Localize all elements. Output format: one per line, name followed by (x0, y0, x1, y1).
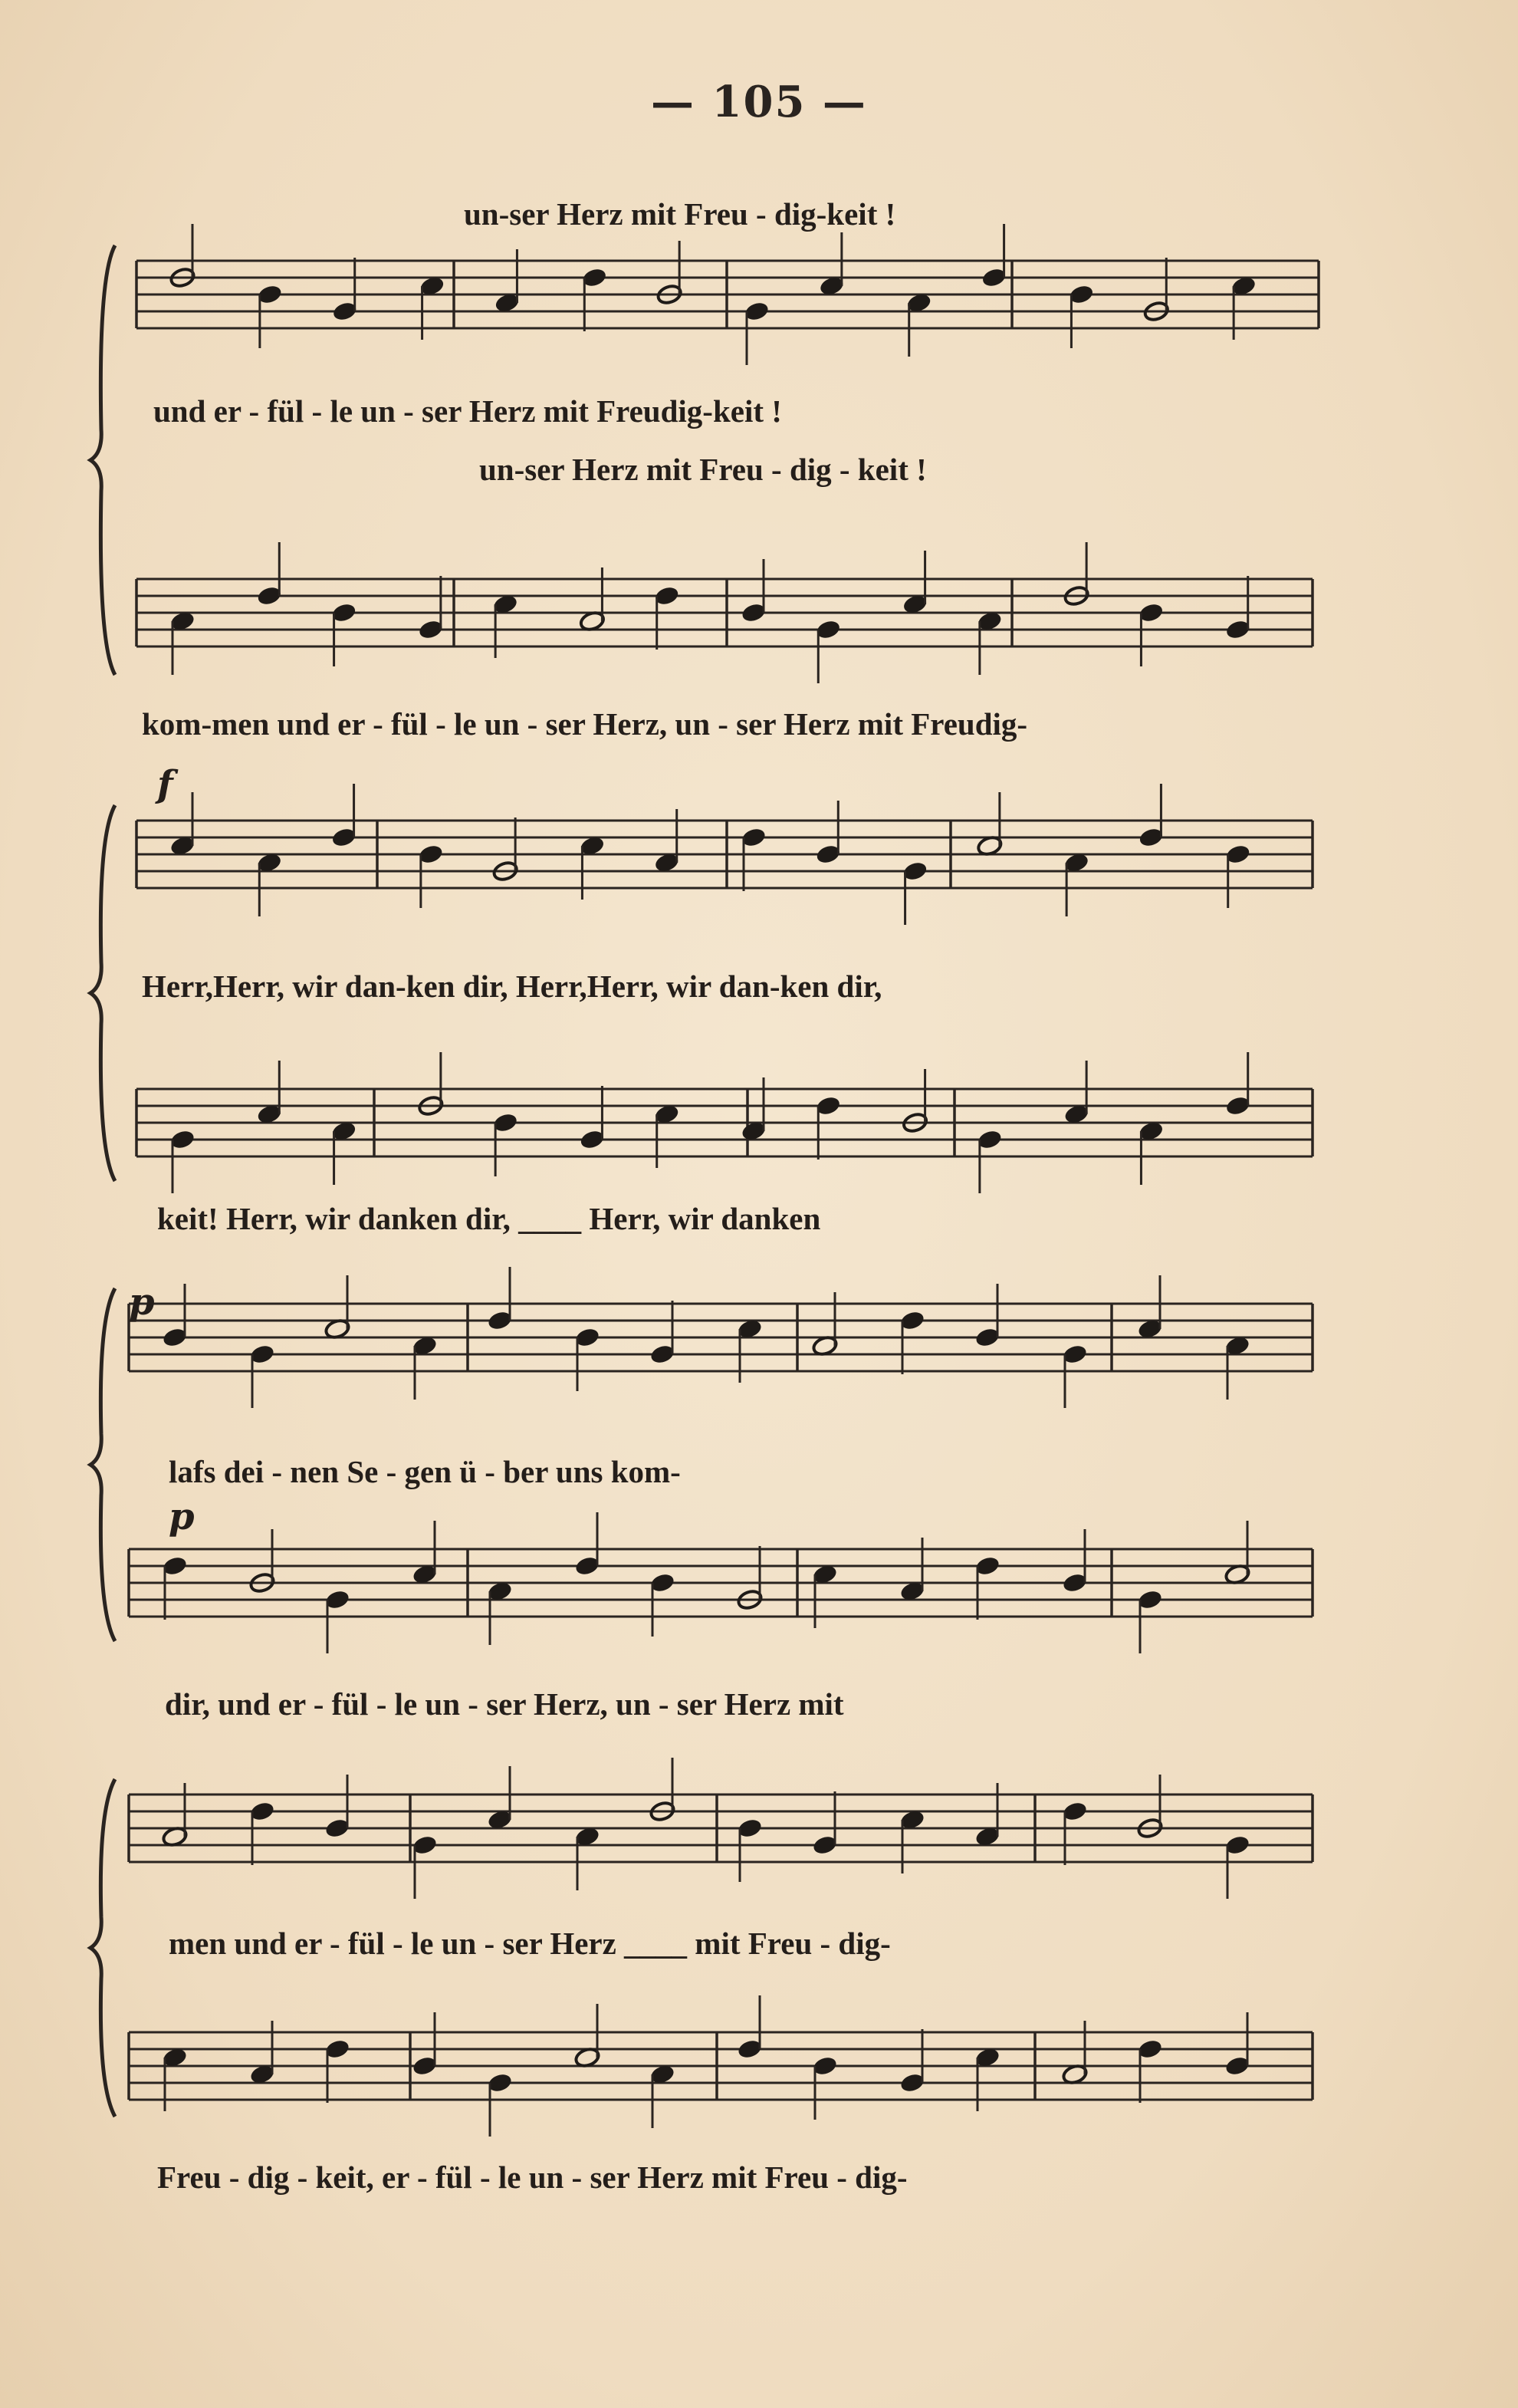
system-brace (90, 1779, 115, 2117)
system3-dynamic-piano-upper: p (129, 1281, 155, 1324)
system3-upper-lyric-below: lafs dei - nen Se - gen ü - ber uns kom- (169, 1454, 681, 1489)
system1-upper-lyric-below: und er - fül - le un - ser Herz mit Freudig-keit ! (153, 393, 782, 429)
system4-upper-lyric-below: men und er - fül - le un - ser Herz ____ mit Freu - dig- (169, 1926, 891, 1961)
system-brace (90, 1288, 115, 1641)
system-brace (90, 245, 115, 675)
system4-lower-lyric-below: Freu - dig - keit, er - fül - le un - ser Herz mit Freu - dig- (157, 2160, 908, 2195)
system1-lower-lyric-above: un-ser Herz mit Freu - dig - keit ! (479, 452, 927, 487)
system2-upper-lyric-below: Herr,Herr, wir dan-ken dir, Herr,Herr, wir dan-ken dir, (142, 969, 882, 1004)
system2-lower-lyric-below: keit! Herr, wir danken dir, ____ Herr, wir danken (157, 1201, 821, 1236)
system3-lower-lyric-below: dir, und er - fül - le un - ser Herz, un - ser Herz mit (165, 1686, 844, 1722)
system3-dynamic-piano-lower: p (169, 1495, 195, 1538)
page-number: — 105 — (651, 77, 867, 127)
system2-dynamic-forte: f (157, 763, 173, 806)
system-brace (90, 805, 115, 1181)
system1-upper-lyric-above: un-ser Herz mit Freu - dig-keit ! (464, 196, 896, 232)
system1-lower-lyric-below: kom-men und er - fül - le un - ser Herz, un - ser Herz mit Freudig- (142, 706, 1028, 742)
